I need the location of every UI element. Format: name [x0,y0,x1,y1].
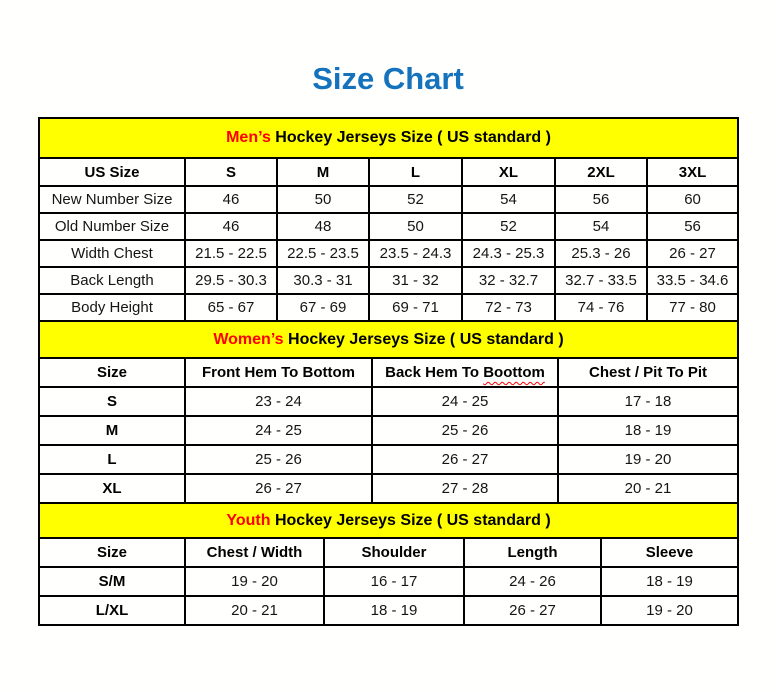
cell: 72 - 73 [462,294,555,321]
cell: 25.3 - 26 [555,240,647,267]
cell: 48 [277,213,369,240]
cell: 54 [462,186,555,213]
cell: 67 - 69 [277,294,369,321]
cell: 26 - 27 [647,240,738,267]
column-header: M [277,158,369,186]
page-title: Size Chart [312,61,464,96]
column-header: Size [39,358,185,387]
cell: 26 - 27 [372,445,558,474]
cell: 77 - 80 [647,294,738,321]
table-row [39,445,738,474]
table-row [39,596,738,625]
cell: 19 - 20 [558,445,738,474]
column-header: 3XL [647,158,738,186]
row-label: Body Height [39,294,185,321]
womens-section-banner [39,321,738,358]
cell: 18 - 19 [601,567,738,596]
cell: 20 - 21 [185,596,324,625]
column-header [372,358,558,387]
column-header: Length [464,538,601,567]
table-row [39,474,738,503]
cell: 18 - 19 [558,416,738,445]
column-header: US Size [39,158,185,186]
cell: 20 - 21 [558,474,738,503]
column-header: Front Hem To Bottom [185,358,372,387]
row-label: L/XL [39,596,185,625]
cell: 26 - 27 [185,474,372,503]
youth-banner-accent: Youth [226,511,271,529]
cell: 50 [369,213,462,240]
cell: 65 - 67 [185,294,277,321]
misspelled-word-squiggle: Boottom [483,364,545,382]
cell: 52 [462,213,555,240]
column-header: Size [39,538,185,567]
cell: 56 [555,186,647,213]
row-label: Old Number Size [39,213,185,240]
row-label: New Number Size [39,186,185,213]
cell: 69 - 71 [369,294,462,321]
table-row [39,267,738,294]
cell: 33.5 - 34.6 [647,267,738,294]
cell: 54 [555,213,647,240]
cell: 25 - 26 [185,445,372,474]
table-row [39,567,738,596]
cell: 74 - 76 [555,294,647,321]
youth-section-banner [39,503,738,538]
cell: 27 - 28 [372,474,558,503]
cell: 19 - 20 [601,596,738,625]
cell: 16 - 17 [324,567,464,596]
cell: 23.5 - 24.3 [369,240,462,267]
cell: 17 - 18 [558,387,738,416]
youth-size-table [38,502,739,626]
mens-banner-accent: Men’s [226,129,271,147]
cell: 19 - 20 [185,567,324,596]
table-row [39,416,738,445]
column-header: L [369,158,462,186]
cell: 24 - 25 [185,416,372,445]
womens-size-table [38,320,739,504]
cell: 32 - 32.7 [462,267,555,294]
cell: 24 - 25 [372,387,558,416]
cell: 32.7 - 33.5 [555,267,647,294]
column-header: Chest / Width [185,538,324,567]
column-header: S [185,158,277,186]
row-label: Width Chest [39,240,185,267]
table-row [39,294,738,321]
cell: 30.3 - 31 [277,267,369,294]
cell: 24.3 - 25.3 [462,240,555,267]
womens-banner-accent: Women’s [213,330,284,348]
cell: 50 [277,186,369,213]
row-label: XL [39,474,185,503]
womens-banner-text: Hockey Jerseys Size ( US standard ) [283,330,564,348]
column-header: 2XL [555,158,647,186]
row-label: M [39,416,185,445]
cell: 26 - 27 [464,596,601,625]
cell: 29.5 - 30.3 [185,267,277,294]
cell: 25 - 26 [372,416,558,445]
cell: 18 - 19 [324,596,464,625]
cell: 21.5 - 22.5 [185,240,277,267]
mens-banner-row [39,118,738,158]
womens-banner-row [39,321,738,358]
youth-banner-row [39,503,738,538]
mens-banner-text: Hockey Jerseys Size ( US standard ) [270,129,551,147]
cell: 56 [647,213,738,240]
cell: 23 - 24 [185,387,372,416]
cell: 22.5 - 23.5 [277,240,369,267]
row-label: Back Length [39,267,185,294]
row-label: S [39,387,185,416]
mens-header-row [39,158,738,186]
mens-section-banner [39,118,738,158]
youth-banner-text: Hockey Jerseys Size ( US standard ) [270,511,551,529]
cell: 31 - 32 [369,267,462,294]
table-row [39,387,738,416]
size-tables-container [38,117,737,626]
column-header: Chest / Pit To Pit [558,358,738,387]
row-label: L [39,445,185,474]
mens-size-table [38,117,739,322]
table-row [39,213,738,240]
youth-header-row [39,538,738,567]
cell: 46 [185,213,277,240]
cell: 46 [185,186,277,213]
table-row [39,186,738,213]
column-header-text: Back Hem To [385,364,484,382]
table-row [39,240,738,267]
cell: 52 [369,186,462,213]
row-label: S/M [39,567,185,596]
column-header: XL [462,158,555,186]
womens-header-row [39,358,738,387]
column-header: Shoulder [324,538,464,567]
column-header: Sleeve [601,538,738,567]
cell: 24 - 26 [464,567,601,596]
cell: 60 [647,186,738,213]
